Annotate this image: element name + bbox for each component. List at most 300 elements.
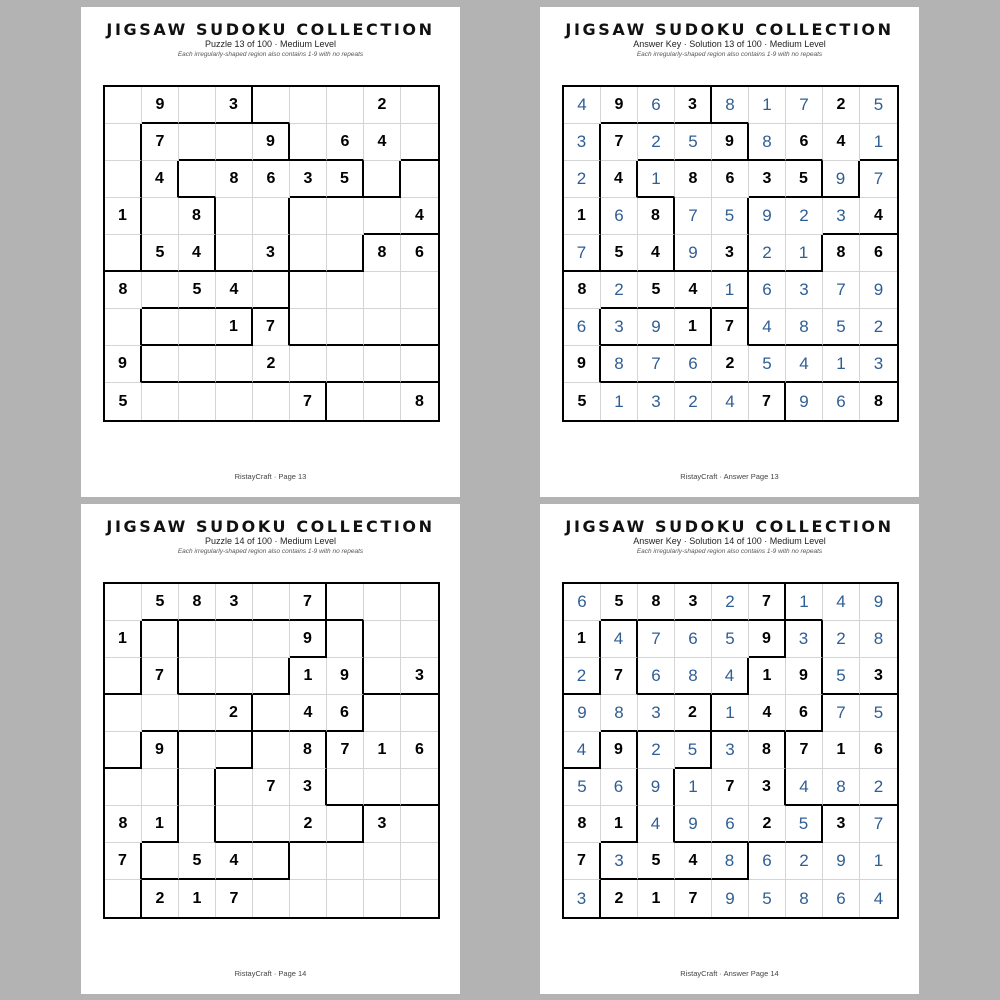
sudoku-cell <box>327 843 364 880</box>
sudoku-grid <box>562 85 899 422</box>
sudoku-cell <box>142 383 179 420</box>
sudoku-cell: 3 <box>216 87 253 124</box>
sudoku-cell: 6 <box>401 732 438 769</box>
puzzle-page-14 <box>81 504 460 994</box>
sudoku-cell: 7 <box>823 695 860 732</box>
sudoku-cell: 7 <box>786 87 823 124</box>
sudoku-cell <box>179 695 216 732</box>
sudoku-cell <box>216 235 253 272</box>
sudoku-cell: 7 <box>675 880 712 917</box>
sudoku-cell <box>142 621 179 658</box>
sudoku-cell: 9 <box>786 658 823 695</box>
sudoku-cell: 6 <box>253 161 290 198</box>
sudoku-cell: 4 <box>860 198 897 235</box>
sudoku-cell <box>179 732 216 769</box>
sudoku-cell <box>253 880 290 917</box>
sudoku-cell <box>290 198 327 235</box>
sudoku-cell: 8 <box>749 124 786 161</box>
sudoku-cell: 9 <box>290 621 327 658</box>
page-subtitle: Puzzle 13 of 100 · Medium Level <box>204 39 337 49</box>
sudoku-cell: 5 <box>105 383 142 420</box>
sudoku-cell <box>179 87 216 124</box>
sudoku-cell <box>290 235 327 272</box>
sudoku-cell: 5 <box>675 124 712 161</box>
sudoku-cell <box>142 695 179 732</box>
sudoku-cell: 6 <box>712 806 749 843</box>
sudoku-cell: 9 <box>749 621 786 658</box>
sudoku-cell: 8 <box>601 346 638 383</box>
sudoku-cell: 1 <box>712 695 749 732</box>
sudoku-cell: 4 <box>638 235 675 272</box>
sudoku-cell: 7 <box>749 383 786 420</box>
sudoku-cell: 8 <box>675 658 712 695</box>
sudoku-cell: 4 <box>823 124 860 161</box>
page-subtitle: Answer Key · Solution 14 of 100 · Medium Level <box>633 536 826 546</box>
sudoku-cell: 3 <box>860 658 897 695</box>
sudoku-cell <box>142 346 179 383</box>
sudoku-cell <box>401 621 438 658</box>
sudoku-cell <box>179 161 216 198</box>
sudoku-cell: 5 <box>564 383 601 420</box>
sudoku-cell: 4 <box>290 695 327 732</box>
sudoku-cell: 1 <box>712 272 749 309</box>
sudoku-cell: 8 <box>712 843 749 880</box>
sudoku-cell: 2 <box>142 880 179 917</box>
sudoku-cell: 3 <box>749 161 786 198</box>
sudoku-cell: 2 <box>712 584 749 621</box>
sudoku-cell: 3 <box>712 732 749 769</box>
sudoku-cell <box>105 769 142 806</box>
sudoku-cell: 7 <box>142 124 179 161</box>
sudoku-cell: 8 <box>415 392 424 410</box>
sudoku-cell: 6 <box>749 272 786 309</box>
sudoku-cell <box>327 769 364 806</box>
sudoku-cell: 1 <box>749 658 786 695</box>
sudoku-cell <box>142 309 179 346</box>
sudoku-cell: 2 <box>860 309 897 346</box>
sudoku-cell: 6 <box>675 621 712 658</box>
sudoku-cell: 7 <box>216 880 253 917</box>
page-title: JIGSAW SUDOKU COLLECTION <box>565 20 894 39</box>
sudoku-cell <box>216 621 253 658</box>
sudoku-cell: 7 <box>749 584 786 621</box>
sudoku-cell <box>364 584 401 621</box>
sudoku-cell: 3 <box>290 161 327 198</box>
sudoku-cell: 1 <box>675 309 712 346</box>
sudoku-cell: 1 <box>364 732 401 769</box>
sudoku-cell <box>216 346 253 383</box>
sudoku-cell: 9 <box>786 383 823 420</box>
sudoku-cell: 4 <box>873 888 884 908</box>
sudoku-cell: 6 <box>675 346 712 383</box>
sudoku-cell: 1 <box>860 843 897 880</box>
sudoku-cell <box>364 161 401 198</box>
sudoku-cell: 4 <box>564 732 601 769</box>
sudoku-cell: 3 <box>253 235 290 272</box>
sudoku-cell: 2 <box>675 695 712 732</box>
sudoku-cell: 5 <box>823 658 860 695</box>
sudoku-cell: 6 <box>786 695 823 732</box>
puzzle-page-13 <box>81 7 460 497</box>
sudoku-cell: 3 <box>675 87 712 124</box>
sudoku-cell: 3 <box>860 346 897 383</box>
sudoku-cell <box>401 346 438 383</box>
sudoku-cell: 5 <box>860 87 897 124</box>
sudoku-cell <box>179 806 216 843</box>
sudoku-cell: 4 <box>675 843 712 880</box>
sudoku-cell: 5 <box>142 235 179 272</box>
sudoku-cell: 1 <box>564 621 601 658</box>
sudoku-cell <box>142 198 179 235</box>
sudoku-cell <box>105 584 142 621</box>
sudoku-cell: 4 <box>786 769 823 806</box>
sudoku-cell <box>364 843 401 880</box>
sudoku-cell: 6 <box>401 235 438 272</box>
sudoku-cell: 5 <box>179 843 216 880</box>
sudoku-cell: 2 <box>786 198 823 235</box>
sudoku-cell: 4 <box>401 198 438 235</box>
page-subtitle: Answer Key · Solution 13 of 100 · Medium Level <box>633 39 826 49</box>
sudoku-cell: 4 <box>712 658 749 695</box>
sudoku-cell: 1 <box>823 732 860 769</box>
sudoku-cell: 4 <box>749 309 786 346</box>
sudoku-cell: 2 <box>823 621 860 658</box>
sudoku-cell: 2 <box>638 124 675 161</box>
sudoku-cell: 8 <box>786 309 823 346</box>
sudoku-cell <box>290 272 327 309</box>
sudoku-cell: 3 <box>364 806 401 843</box>
sudoku-cell <box>401 124 438 161</box>
sudoku-cell <box>401 161 438 198</box>
page-note: Each irregularly-shaped region also contains 1-9 with no repeats <box>177 548 364 555</box>
sudoku-cell <box>401 880 438 917</box>
sudoku-cell: 4 <box>216 843 253 880</box>
sudoku-cell: 2 <box>860 769 897 806</box>
sudoku-cell: 5 <box>712 621 749 658</box>
sudoku-cell <box>327 346 364 383</box>
sudoku-cell: 9 <box>675 235 712 272</box>
sudoku-cell: 1 <box>786 584 823 621</box>
sudoku-cell <box>364 198 401 235</box>
sudoku-cell <box>327 272 364 309</box>
sudoku-cell: 1 <box>601 383 638 420</box>
sudoku-cell: 5 <box>327 161 364 198</box>
sudoku-cell <box>401 584 438 621</box>
sudoku-cell <box>105 658 142 695</box>
sudoku-cell: 6 <box>601 769 638 806</box>
sudoku-cell <box>216 658 253 695</box>
sudoku-cell: 3 <box>638 695 675 732</box>
sudoku-cell <box>364 346 401 383</box>
sudoku-cell: 8 <box>638 198 675 235</box>
sudoku-cell: 3 <box>823 806 860 843</box>
sudoku-cell: 9 <box>860 272 897 309</box>
sudoku-cell <box>327 584 364 621</box>
sudoku-cell <box>179 658 216 695</box>
sudoku-cell: 1 <box>179 880 216 917</box>
sudoku-cell: 1 <box>564 198 601 235</box>
sudoku-cell <box>142 843 179 880</box>
sudoku-cell: 2 <box>290 806 327 843</box>
sudoku-cell: 2 <box>712 346 749 383</box>
sudoku-cell: 8 <box>105 272 142 309</box>
page-footer: RistayCraft · Answer Page 14 <box>680 969 779 978</box>
sudoku-cell <box>401 309 438 346</box>
page-note: Each irregularly-shaped region also contains 1-9 with no repeats <box>636 548 823 555</box>
sudoku-cell: 5 <box>749 880 786 917</box>
sudoku-cell: 9 <box>142 87 179 124</box>
page-title: JIGSAW SUDOKU COLLECTION <box>106 517 435 536</box>
sudoku-cell: 7 <box>253 769 290 806</box>
sudoku-cell: 6 <box>564 584 601 621</box>
sudoku-cell: 9 <box>564 346 601 383</box>
sudoku-cell: 4 <box>712 383 749 420</box>
sudoku-cell: 6 <box>638 87 675 124</box>
sudoku-cell: 2 <box>601 880 638 917</box>
sudoku-grid <box>103 85 440 422</box>
sudoku-cell: 2 <box>253 346 290 383</box>
sudoku-cell <box>253 695 290 732</box>
sudoku-cell: 9 <box>638 309 675 346</box>
sudoku-cell: 9 <box>860 584 897 621</box>
sudoku-cell: 7 <box>860 161 897 198</box>
sudoku-cell: 2 <box>216 695 253 732</box>
sudoku-cell: 8 <box>564 806 601 843</box>
sudoku-cell: 9 <box>601 732 638 769</box>
sudoku-cell: 9 <box>638 769 675 806</box>
sudoku-cell: 6 <box>749 843 786 880</box>
sudoku-cell: 8 <box>564 272 601 309</box>
sudoku-grid <box>562 582 899 919</box>
sudoku-cell: 4 <box>823 584 860 621</box>
sudoku-cell: 9 <box>749 198 786 235</box>
answer-page-13 <box>540 7 919 497</box>
sudoku-cell <box>290 87 327 124</box>
sudoku-cell: 3 <box>401 658 438 695</box>
sudoku-cell: 6 <box>564 309 601 346</box>
sudoku-cell: 7 <box>675 198 712 235</box>
answer-page-14 <box>540 504 919 994</box>
sudoku-cell: 7 <box>601 124 638 161</box>
sudoku-cell <box>179 346 216 383</box>
sudoku-cell: 3 <box>712 235 749 272</box>
sudoku-cell: 4 <box>601 621 638 658</box>
sudoku-cell: 7 <box>712 769 749 806</box>
sudoku-cell: 3 <box>601 843 638 880</box>
sudoku-cell <box>105 124 142 161</box>
sudoku-cell <box>253 732 290 769</box>
sudoku-cell <box>364 383 401 420</box>
sudoku-cell: 5 <box>638 272 675 309</box>
sudoku-cell: 9 <box>712 124 749 161</box>
sudoku-cell: 1 <box>786 235 823 272</box>
sudoku-cell: 3 <box>786 272 823 309</box>
sudoku-cell <box>179 383 216 420</box>
sudoku-cell: 4 <box>364 124 401 161</box>
sudoku-cell: 8 <box>823 235 860 272</box>
sudoku-cell <box>401 769 438 806</box>
sudoku-cell: 8 <box>179 584 216 621</box>
sudoku-cell <box>216 198 253 235</box>
sudoku-cell: 9 <box>675 806 712 843</box>
sudoku-cell <box>216 383 253 420</box>
page-title: JIGSAW SUDOKU COLLECTION <box>565 517 894 536</box>
sudoku-cell <box>364 309 401 346</box>
sudoku-cell: 2 <box>638 732 675 769</box>
sudoku-cell: 8 <box>601 695 638 732</box>
sudoku-cell: 8 <box>638 584 675 621</box>
sudoku-cell: 5 <box>860 695 897 732</box>
sudoku-cell: 7 <box>564 843 601 880</box>
sudoku-cell <box>401 806 438 843</box>
sudoku-cell: 6 <box>638 658 675 695</box>
sudoku-cell: 6 <box>327 695 364 732</box>
sudoku-cell <box>327 235 364 272</box>
sudoku-cell: 9 <box>327 658 364 695</box>
page-note: Each irregularly-shaped region also contains 1-9 with no repeats <box>636 51 823 58</box>
sudoku-cell <box>216 806 253 843</box>
sudoku-cell <box>216 732 253 769</box>
sudoku-cell: 8 <box>860 621 897 658</box>
sudoku-cell: 7 <box>786 732 823 769</box>
sudoku-cell: 3 <box>290 769 327 806</box>
sudoku-cell: 2 <box>749 235 786 272</box>
sudoku-cell: 7 <box>290 383 327 420</box>
sudoku-cell: 8 <box>216 161 253 198</box>
page-note: Each irregularly-shaped region also contains 1-9 with no repeats <box>177 51 364 58</box>
sudoku-cell: 3 <box>638 383 675 420</box>
sudoku-cell: 7 <box>142 658 179 695</box>
sudoku-cell <box>253 198 290 235</box>
sudoku-cell: 8 <box>749 732 786 769</box>
sudoku-cell <box>142 272 179 309</box>
sudoku-cell: 4 <box>786 346 823 383</box>
sudoku-cell <box>364 880 401 917</box>
sudoku-cell: 3 <box>675 584 712 621</box>
sudoku-cell <box>327 87 364 124</box>
sudoku-cell: 8 <box>675 161 712 198</box>
sudoku-cell <box>327 806 364 843</box>
sudoku-cell: 6 <box>712 161 749 198</box>
sudoku-cell <box>401 843 438 880</box>
sudoku-cell: 7 <box>823 272 860 309</box>
page-footer: RistayCraft · Page 13 <box>234 472 307 481</box>
sudoku-cell: 9 <box>601 87 638 124</box>
sudoku-cell <box>253 658 290 695</box>
sudoku-cell: 4 <box>142 161 179 198</box>
sudoku-cell: 2 <box>786 843 823 880</box>
page-subtitle: Puzzle 14 of 100 · Medium Level <box>204 536 337 546</box>
sudoku-cell: 4 <box>216 272 253 309</box>
sudoku-cell: 7 <box>860 806 897 843</box>
sudoku-cell <box>401 695 438 732</box>
sudoku-cell: 7 <box>638 621 675 658</box>
sudoku-cell: 5 <box>142 584 179 621</box>
sudoku-cell: 4 <box>749 695 786 732</box>
page-footer: RistayCraft · Page 14 <box>234 969 307 978</box>
sudoku-cell <box>253 621 290 658</box>
sudoku-cell: 5 <box>786 806 823 843</box>
sudoku-cell <box>179 621 216 658</box>
sudoku-cell: 4 <box>601 161 638 198</box>
sudoku-cell: 1 <box>638 161 675 198</box>
sudoku-cell: 6 <box>823 880 860 917</box>
sudoku-cell <box>179 124 216 161</box>
sudoku-cell: 9 <box>712 880 749 917</box>
sudoku-cell: 9 <box>253 124 290 161</box>
sudoku-cell: 6 <box>860 732 897 769</box>
sudoku-cell: 3 <box>786 621 823 658</box>
sudoku-cell: 6 <box>327 124 364 161</box>
sudoku-cell: 9 <box>564 695 601 732</box>
sudoku-grid <box>103 582 440 919</box>
sudoku-cell <box>105 732 142 769</box>
sudoku-cell: 7 <box>564 235 601 272</box>
sudoku-cell <box>290 124 327 161</box>
sudoku-cell <box>290 309 327 346</box>
sudoku-cell: 5 <box>823 309 860 346</box>
sudoku-cell <box>253 806 290 843</box>
sudoku-cell: 5 <box>601 235 638 272</box>
sudoku-cell: 7 <box>105 843 142 880</box>
sudoku-cell: 7 <box>253 309 290 346</box>
sudoku-cell: 1 <box>105 198 142 235</box>
sudoku-cell: 7 <box>712 309 749 346</box>
sudoku-cell <box>327 383 364 420</box>
sudoku-cell <box>401 272 438 309</box>
sudoku-cell <box>216 769 253 806</box>
sudoku-cell: 5 <box>786 161 823 198</box>
sudoku-cell: 1 <box>638 880 675 917</box>
sudoku-cell <box>105 309 142 346</box>
sudoku-cell: 9 <box>823 161 860 198</box>
sudoku-cell: 1 <box>142 806 179 843</box>
sudoku-cell: 9 <box>105 346 142 383</box>
sudoku-cell <box>253 843 290 880</box>
sudoku-cell: 5 <box>601 584 638 621</box>
sudoku-cell <box>327 880 364 917</box>
sudoku-cell: 6 <box>823 383 860 420</box>
sudoku-cell: 5 <box>712 198 749 235</box>
sudoku-cell <box>105 235 142 272</box>
sudoku-cell <box>364 272 401 309</box>
sudoku-cell: 7 <box>290 584 327 621</box>
sudoku-cell <box>253 584 290 621</box>
sudoku-cell: 1 <box>823 346 860 383</box>
sudoku-cell <box>401 87 438 124</box>
sudoku-cell: 7 <box>638 346 675 383</box>
sudoku-cell <box>179 769 216 806</box>
sudoku-cell <box>253 272 290 309</box>
sudoku-cell <box>290 843 327 880</box>
sudoku-cell: 1 <box>675 769 712 806</box>
sudoku-cell <box>253 383 290 420</box>
sudoku-cell <box>364 621 401 658</box>
sudoku-cell: 3 <box>216 584 253 621</box>
sudoku-cell: 8 <box>364 235 401 272</box>
sudoku-cell <box>105 161 142 198</box>
sudoku-cell: 2 <box>364 87 401 124</box>
sudoku-cell <box>105 87 142 124</box>
sudoku-cell <box>216 124 253 161</box>
sudoku-cell: 2 <box>564 658 601 695</box>
sudoku-cell: 8 <box>179 198 216 235</box>
sudoku-cell <box>253 87 290 124</box>
sudoku-cell: 3 <box>601 309 638 346</box>
sudoku-cell: 9 <box>142 732 179 769</box>
sudoku-cell: 5 <box>564 769 601 806</box>
sudoku-cell: 6 <box>601 198 638 235</box>
